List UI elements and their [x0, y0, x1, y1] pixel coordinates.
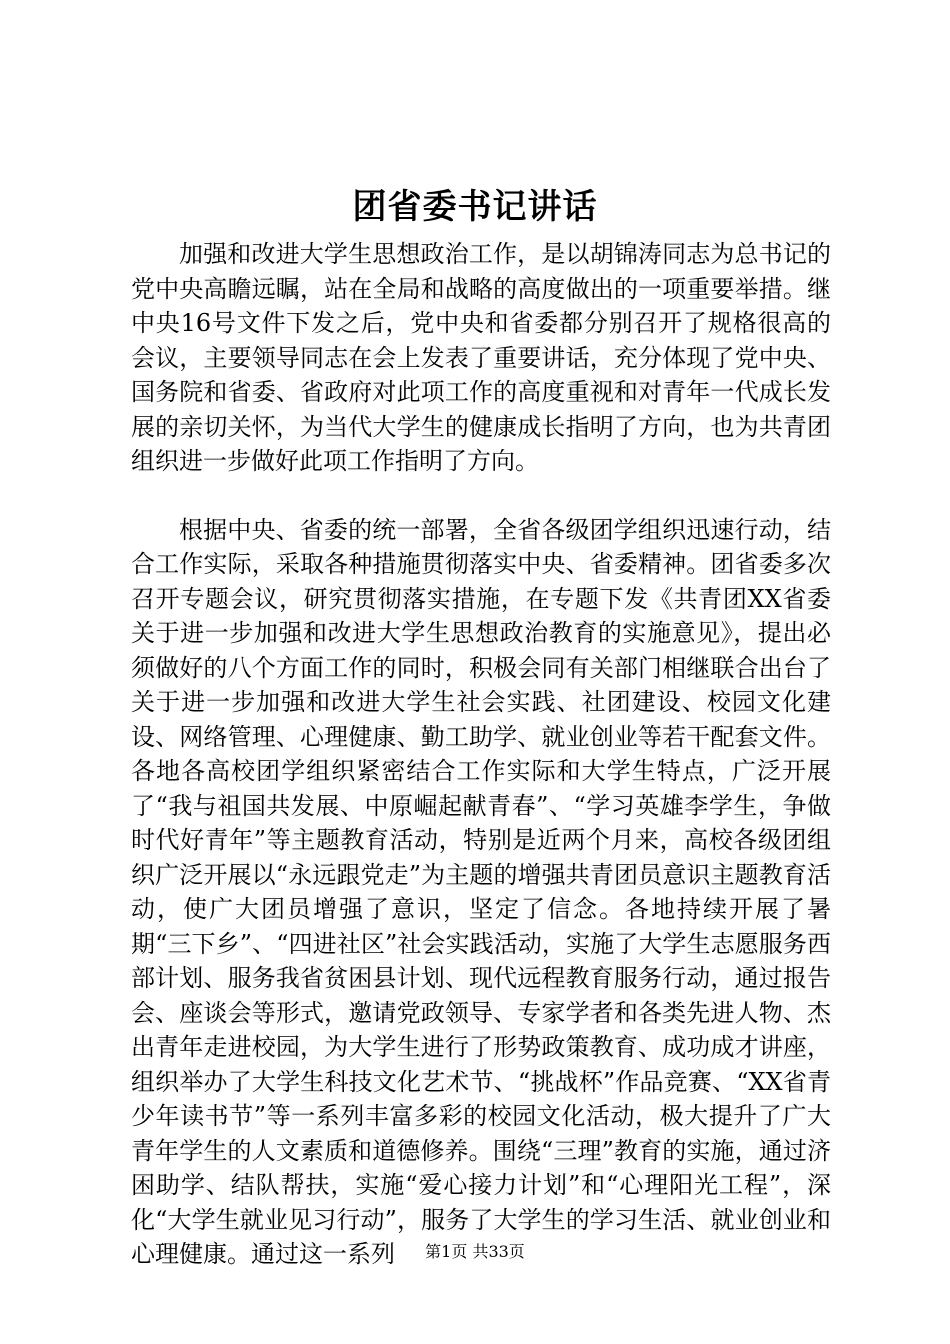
page-footer: 第1页 共33页: [425, 1242, 525, 1261]
paragraph-1: 加强和改进大学生思想政治工作，是以胡锦涛同志为总书记的党中央高瞻远瞩，站在全局和战略的高度做出的一项重要举措。继中央16号文件下发之后，党中央和省委都分别召开了规格很高的会议，主要领导同志在会上发表了重要讲话，充分体现了党中央、国务院和省委、省政府对此项工作的高度重视和对青年一代成长发展的亲切关怀，为当代大学生的健康成长指明了方向，也为共青团组织进一步做好此项工作指明了方向。: [131, 240, 831, 475]
paragraph-2: 根据中央、省委的统一部署，全省各级团学组织迅速行动，结合工作实际，采取各种措施贯彻落实中央、省委精神。团省委多次召开专题会议，研究贯彻落实措施，在专题下发《共青团XX省委关于进一步加强和改进大学生思想政治教育的实施意见》，提出必须做好的八个方面工作的同时，积极会同有关部门相继联合出台了关于进一步加强和改进大学生社会实践、社团建设、校园文化建设、网络管理、心理健康、勤工助学、就业创业等若干配套文件。各地各高校团学组织紧密结合工作实际和大学生特点，广泛开展了“我与祖国共发展、中原崛起献青春”、“学习英雄李学生，争做时代好青年”等主题教育活动，特别是近两个月来，高校各级团组织广泛开展以“永远跟党走”为主题的增强共青团员意识主题教育活动，使广大团员增强了意识，坚定了信念。各地持续开展了暑期“三下乡”、“四进社区”社会实践活动，实施了大学生志愿服务西部计划、服务我省贫困县计划、现代远程教育服务行动，通过报告会、座谈会等形式，邀请党政领导、专家学者和各类先进人物、杰出青年走进校园，为大学生进行了形势政策教育、成功成才讲座，组织举办了大学生科技文化艺术节、“挑战杯”作品竞赛、“XX省青少年读书节”等一系列丰富多彩的校园文化活动，极大提升了广大青年学生的人文素质和道德修养。围绕“三理”教育的实施，通过济困助学、结队帮扶，实施“爱心接力计划”和“心理阳光工程”，深化“大学生就业见习行动”，服务了大学生的学习生活、就业创业和心理健康。通过这一系列: [131, 515, 831, 1268]
document-body: [131, 237, 831, 1272]
document-title: 团省委书记讲话: [352, 187, 598, 227]
